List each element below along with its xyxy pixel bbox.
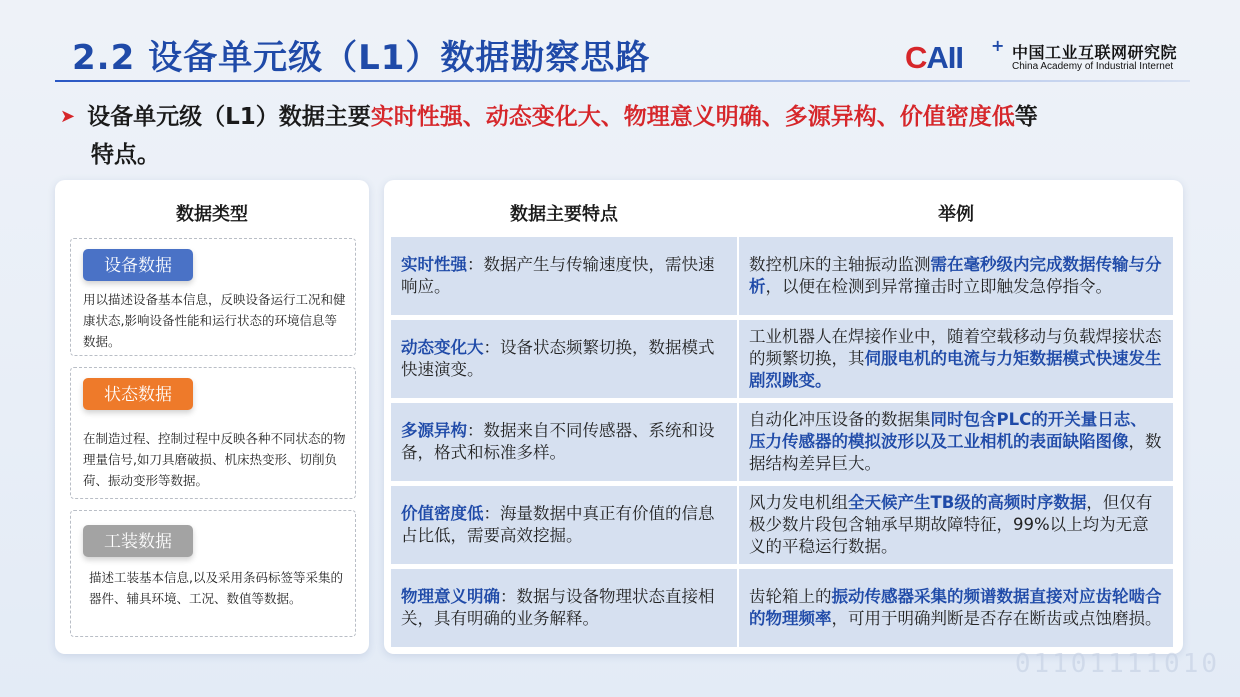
feature-cell bbox=[391, 237, 737, 315]
feature-text: ：数据产生与传输速度快，需快速响应。 bbox=[401, 255, 715, 296]
example-cell bbox=[739, 403, 1173, 481]
data-type-card-status bbox=[70, 367, 356, 499]
example-highlight: 需在毫秒级内完成数据传输与分析 bbox=[749, 255, 1162, 296]
data-types-header: 数据类型 bbox=[176, 204, 248, 225]
bullet-prefix: 设备单元级（L1）数据主要 bbox=[87, 104, 371, 130]
logo-mark bbox=[905, 40, 963, 76]
example-text-tail: ，可用于明确判断是否存在断齿或点蚀磨损。 bbox=[831, 609, 1162, 628]
table-row bbox=[391, 403, 1173, 481]
logo-chinese-name: 中国工业互联网研究院 bbox=[1012, 43, 1178, 62]
bullet-line2: 特点。 bbox=[91, 142, 160, 168]
table-row bbox=[391, 237, 1173, 315]
data-type-tag-tooling: 工装数据 bbox=[83, 525, 193, 557]
logo-plus: + bbox=[991, 36, 1005, 55]
feature-text: ：数据与设备物理状态直接相关，具有明确的业务解释。 bbox=[401, 587, 715, 628]
table-row bbox=[391, 486, 1173, 564]
example-text: 风力发电机组 bbox=[749, 493, 848, 512]
data-types-panel bbox=[55, 180, 369, 654]
example-text: 齿轮箱上的 bbox=[749, 587, 832, 606]
feature-key: 多源异构 bbox=[401, 421, 467, 440]
example-text: 自动化冲压设备的数据集 bbox=[749, 410, 931, 429]
example-text-tail: ，数据结构差异巨大。 bbox=[749, 432, 1162, 473]
data-type-tag-equipment: 设备数据 bbox=[83, 249, 193, 281]
caii-logo bbox=[905, 38, 1195, 78]
feature-cell bbox=[391, 569, 737, 647]
table-row bbox=[391, 569, 1173, 647]
col-header-characteristics: 数据主要特点 bbox=[510, 204, 618, 225]
feature-key: 动态变化大 bbox=[401, 338, 484, 357]
logo-english-name: China Academy of Industrial Internet bbox=[1012, 61, 1174, 72]
binary-decoration: 01101111010 bbox=[1014, 649, 1220, 679]
characteristics-table bbox=[384, 180, 1183, 654]
example-cell bbox=[739, 486, 1173, 564]
feature-key: 实时性强 bbox=[401, 255, 467, 274]
logo-letter-a: A bbox=[926, 40, 948, 75]
data-type-card-equipment bbox=[70, 238, 356, 356]
example-highlight: 振动传感器采集的频谱数据直接对应齿轮啮合的物理频率 bbox=[749, 587, 1162, 628]
example-highlight: 同时包含PLC的开关量日志、压力传感器的模拟波形以及工业相机的表面缺陷图像 bbox=[749, 410, 1147, 451]
example-text: 数控机床的主轴振动监测 bbox=[749, 255, 931, 274]
data-type-desc-equipment: 用以描述设备基本信息，反映设备运行工况和健康状态,影响设备性能和运行状态的环境信息等数据。 bbox=[83, 292, 346, 349]
logo-letter-c: C bbox=[905, 40, 927, 75]
arrow-bullet-icon: ➤ bbox=[60, 106, 76, 127]
summary-bullet bbox=[60, 98, 1190, 174]
feature-cell bbox=[391, 320, 737, 398]
table-row bbox=[391, 320, 1173, 398]
feature-key: 价值密度低 bbox=[401, 504, 484, 523]
logo-letters-ii: II bbox=[947, 40, 964, 75]
feature-text: ：设备状态频繁切换，数据模式快速演变。 bbox=[401, 338, 715, 379]
example-cell bbox=[739, 237, 1173, 315]
data-type-desc-tooling: 描述工装基本信息,以及采用条码标签等采集的器件、辅具环境、工况、数值等数据。 bbox=[89, 570, 343, 606]
example-highlight: 伺服电机的电流与力矩数据模式快速发生剧烈跳变。 bbox=[749, 349, 1162, 390]
data-type-desc-status: 在制造过程、控制过程中反映各种不同状态的物理量信号,如刀具磨破损、机床热变形、切削负荷、振动变形等数据。 bbox=[83, 431, 346, 488]
feature-key: 物理意义明确 bbox=[401, 587, 500, 606]
data-type-card-tooling bbox=[70, 510, 356, 637]
example-text: 工业机器人在焊接作业中，随着空载移动与负载焊接状态的频繁切换，其 bbox=[749, 327, 1162, 368]
feature-text: ：海量数据中真正有价值的信息占比低，需要高效挖掘。 bbox=[401, 504, 715, 545]
bullet-highlight: 实时性强、动态变化大、物理意义明确、多源异构、价值密度低 bbox=[370, 104, 1015, 130]
example-cell bbox=[739, 320, 1173, 398]
feature-cell bbox=[391, 403, 737, 481]
data-type-tag-status: 状态数据 bbox=[83, 378, 193, 410]
feature-text: ：数据来自不同传感器、系统和设备，格式和标准多样。 bbox=[401, 421, 715, 462]
bullet-suffix: 等 bbox=[1014, 104, 1038, 130]
example-cell bbox=[739, 569, 1173, 647]
example-highlight: 全天候产生TB级的高频时序数据 bbox=[848, 493, 1087, 512]
example-text-tail: ，以便在检测到异常撞击时立即触发急停指令。 bbox=[765, 277, 1112, 296]
title-divider bbox=[55, 80, 1190, 82]
page-title: 2.2 设备单元级（L1）数据勘察思路 bbox=[72, 38, 651, 78]
col-header-examples: 举例 bbox=[938, 204, 974, 225]
example-text-tail: ，但仅有极少数片段包含轴承早期故障特征，99%以上均为无意义的平稳运行数据。 bbox=[749, 493, 1153, 556]
feature-cell bbox=[391, 486, 737, 564]
